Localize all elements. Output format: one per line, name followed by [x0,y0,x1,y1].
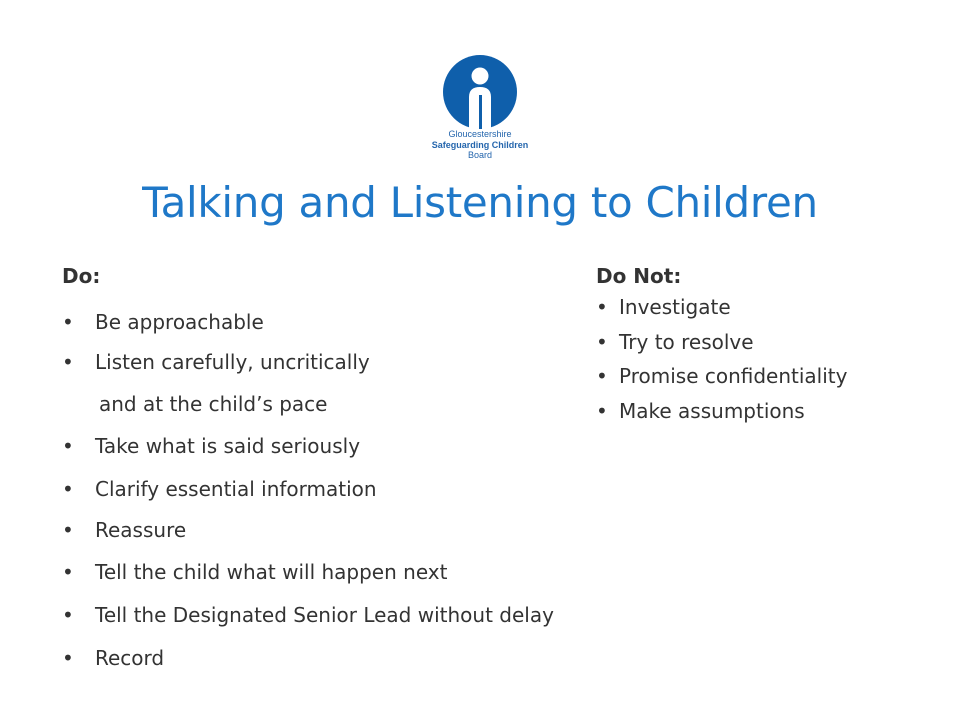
do-not-heading: Do Not: [596,264,682,288]
logo-text [425,129,535,161]
page-title: Talking and Listening to Children [142,178,818,227]
bullet: • [596,329,608,354]
logo [425,55,535,160]
safeguarding-figure-icon [443,55,517,129]
do-item-text: Listen carefully, uncritically [95,350,370,374]
logo-line-3: Board [467,150,493,160]
logo-line-1: Gloucestershire [448,129,512,139]
bullet: • [62,350,74,374]
do-item-text: Record [95,646,165,670]
bullet: • [596,295,608,319]
do-item-text: Tell the Designated Senior Lead without delay [95,603,554,627]
do-not-item-text: Make assumptions [619,398,805,423]
bullet: • [596,364,608,388]
do-not-item [596,325,936,360]
do-item-text: Be approachable [95,310,264,334]
bullet: • [596,398,608,423]
do-column [62,262,662,670]
do-not-column [596,262,936,428]
do-item-text: Tell the child what will happen next [95,560,448,584]
do-item-text: and at the child’s pace [99,392,328,416]
do-item-text: Clarify essential information [95,477,377,501]
do-not-item [596,394,936,429]
do-not-item [596,359,936,394]
do-not-item-text: Try to resolve [619,329,754,354]
bullet: • [62,310,74,334]
do-not-item [596,290,936,325]
logo-line-2: Safeguarding Children [431,139,529,150]
do-not-list [596,290,936,428]
do-not-item-text: Promise confidentiality [619,364,848,388]
bullet: • [62,560,74,584]
do-item-text: Reassure [95,518,187,542]
do-item-text: Take what is said seriously [95,434,361,458]
bullet: • [62,518,74,542]
bullet: • [62,603,74,627]
bullet: • [62,477,74,501]
bullet: • [62,434,74,458]
bullet: • [62,646,74,670]
do-not-item-text: Investigate [619,295,731,319]
do-heading: Do: [62,264,101,288]
